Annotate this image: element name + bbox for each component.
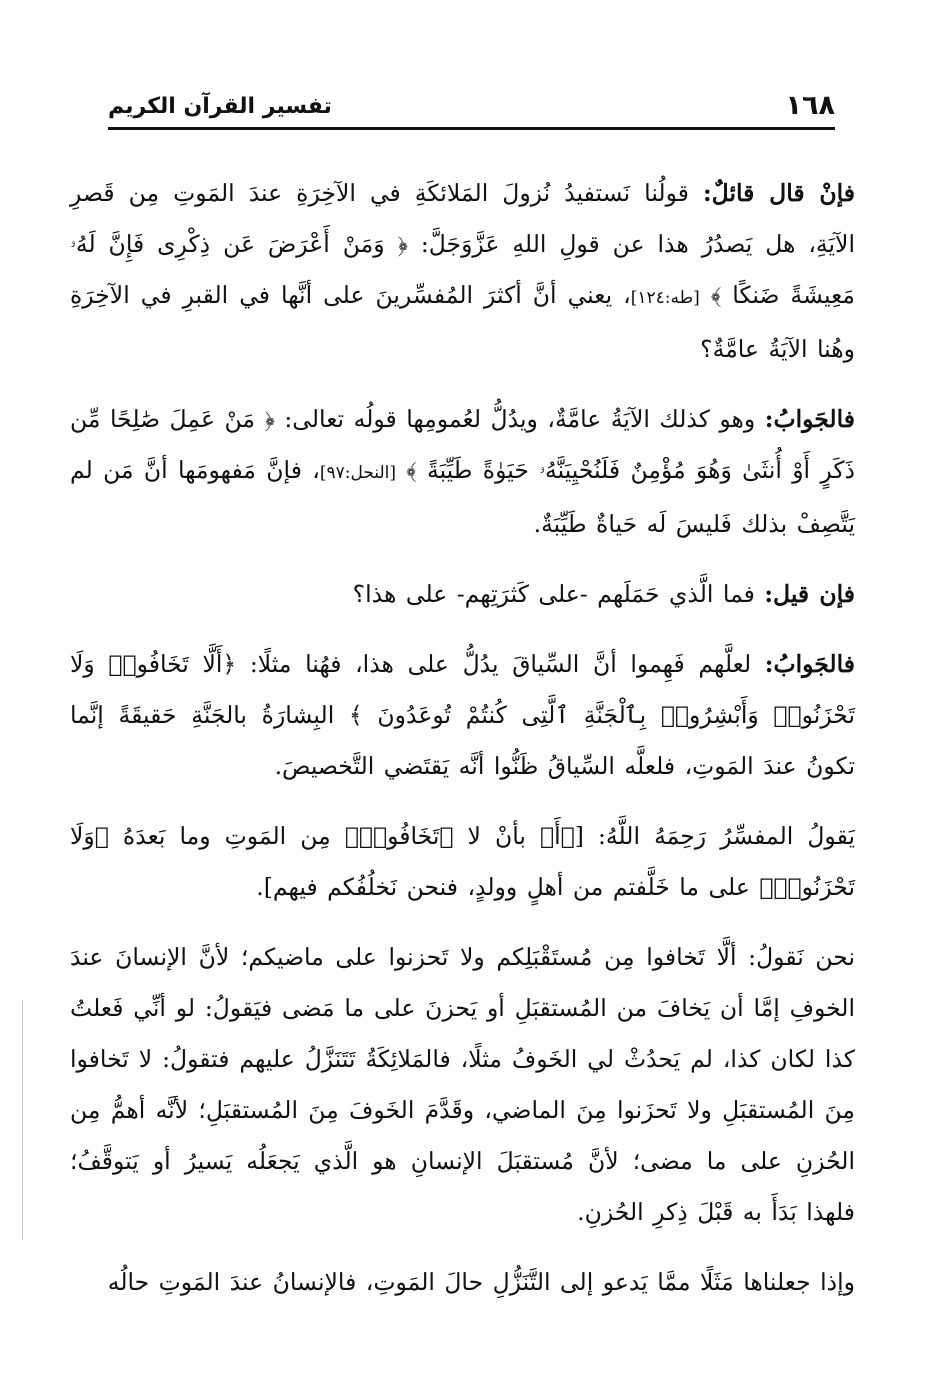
paragraph-text: وإذا جعلناها مَثَلًا ممَّا يَدعو إلى التَّنَزُّلِ حالَ المَوتِ، فالإنسانُ عندَ المَوتِ حالُه <box>107 1268 855 1296</box>
paragraph <box>70 639 855 792</box>
verse-reference: [النحل:٩٧] <box>319 463 396 483</box>
paragraph-tail: ، فإنَّ مَفهومَها أنَّ مَن لم يَتَّصِفْ بذلك فَليسَ لَه حَياةٌ طَيِّبَةٌ. <box>70 456 855 538</box>
header-divider <box>108 127 835 130</box>
paragraph <box>70 168 855 375</box>
paragraph <box>70 569 855 620</box>
page-header <box>108 86 835 130</box>
paragraph-lead: فإن قيل: <box>764 580 855 608</box>
paragraph-text: وهو كذلك الآيَةُ عامَّةٌ، ويدُلُّ لعُمومِها قولُه تعالى: ﴿ مَنْ عَمِلَ صَٰلِحًا مِّن ذَكَرٍ أَوْ أُنثَىٰ وَهُوَ مُؤْمِنٌ فَلَنُحْيِيَنَّهُۥ حَيَوٰةً طَيِّبَةً ﴾ <box>70 405 855 484</box>
page-number: ١٦٨ <box>785 90 835 121</box>
paragraph <box>70 811 855 913</box>
book-title: تفسير القرآن الكريم <box>108 94 332 119</box>
paragraph-text: لعلَّهم فَهِموا أنَّ السِّياقَ يدُلُّ على هذا، فهُنا مثلًا: ﴿أَلَّا تَخَافُوا۟ وَلَا تَحْزَنُوا۟ وَأَبْشِرُوا۟ بِٱلْجَنَّةِ ٱلَّتِى كُنتُمْ تُوعَدُونَ ﴾ البِشارَةُ بالجَنَّةِ حَقيقَةً إنَّما تكونُ عندَ المَوتِ، فلعلَّه السِّياقُ ظَنُّوا أنَّه يَقتَضي التَّخصيصَ. <box>70 650 855 780</box>
paragraph-text: قولُنا نَستفيدُ نُزولَ المَلائكَةِ في الآخِرَةِ عندَ المَوتِ مِن قَصرِ الآيَةِ، هل يَصدُرُ هذا عن قولِ اللهِ عَزَّوَجَلَّ: ﴿ وَمَنْ أَعْرَضَ عَن ذِكْرِى فَإِنَّ لَهُۥ مَعِيشَةً ضَنكًا ﴾ <box>70 179 856 309</box>
paragraph-text: فما الَّذي حَمَلَهم -على كَثرَتِهم- على هذا؟ <box>352 580 765 608</box>
page-body <box>70 168 855 1327</box>
paragraph <box>70 1257 855 1308</box>
paragraph <box>70 932 855 1238</box>
paragraph-lead: فإنْ قال قائلٌ: <box>702 179 856 207</box>
paragraph-tail: ، يعني أنَّ أكثرَ المُفسِّرينَ على أنَّها في القبرِ في الآخِرَةِ وهُنا الآيَةُ عامَّةٌ؟ <box>70 281 855 363</box>
paragraph-lead: فالجَوابُ: <box>764 650 855 678</box>
verse-reference: [طه:١٢٤] <box>630 288 700 308</box>
paragraph-text: نحن نَقولُ: ألَّا تَخافوا مِن مُستَقْبَلِكم ولا تَحزنوا على ماضيكم؛ لأنَّ الإنسانَ عندَ الخوفِ إمَّا أن يَخافَ من المُستقبَلِ أو يَحزنَ على ما مَضى فيَقولُ: لو أنِّي فَعلتُ كذا لكان كذا، لم يَحدُثْ لي الخَوفُ مثلًا، فالمَلائِكَةُ تَتَنَزَّلُ عليهم فتقولُ: لا تَخافوا مِنَ المُستقبَلِ ولا تَحزَنوا مِنَ الماضي، وقَدَّمَ الخَوفَ مِنَ المُستقبَلِ؛ لأنَّه أهمُّ مِن الحُزنِ على ما مضى؛ لأنَّ مُستقبَلَ الإنسانِ هو الَّذي يَجعَلُه يَسيرُ أو يَتوقَّفُ؛ فلهذا بَدَأَ به قَبْلَ ذِكرِ الحُزنِ. <box>70 943 855 1226</box>
scan-margin-line <box>22 1000 23 1240</box>
paragraph-text: يَقولُ المفسِّرُ رَحِمَهُ اللَّهُ: [﴿أَ﴾ بأنْ لا ﴿تَخَافُوا۟﴾ مِن المَوتِ وما بَعدَهُ ﴿وَلَا تَحْزَنُوا۟﴾ على ما خَلَّفتم من أهلٍ وولدٍ، فنحن نَخلُفُكم فيهم]. <box>70 822 855 901</box>
paragraph <box>70 394 855 550</box>
paragraph-lead: فالجَوابُ: <box>764 405 855 433</box>
